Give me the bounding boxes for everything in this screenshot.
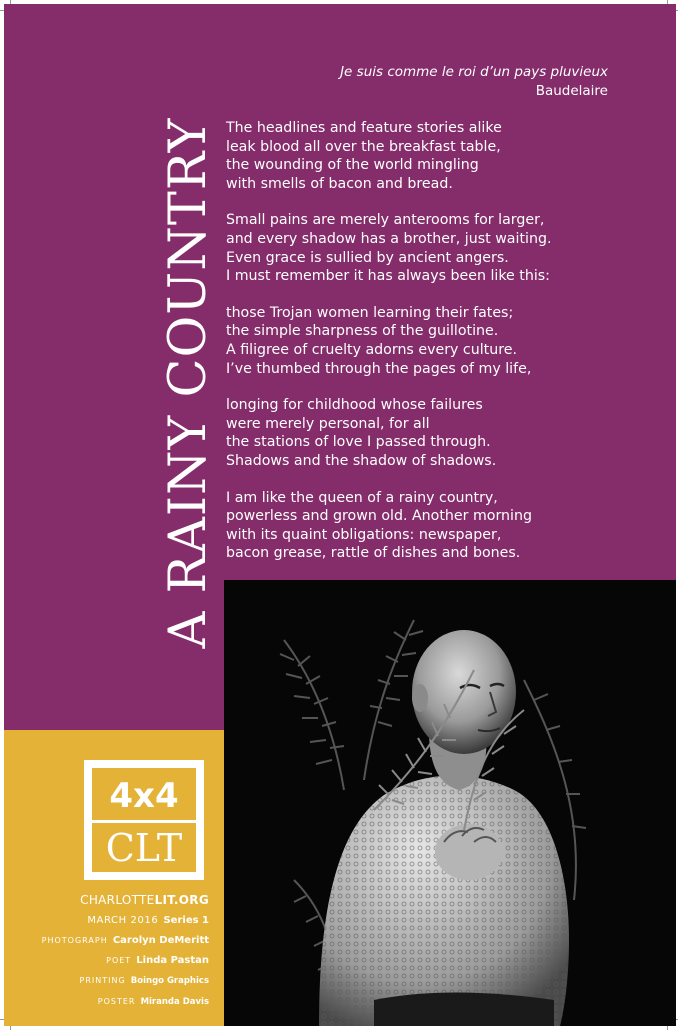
logo-bottom-text: CLT [105,826,183,870]
poem-line: longing for childhood whose failures [226,397,483,414]
4x4-clt-logo [84,760,204,880]
epigraph-quote: Je suis comme le roi d’un pays pluvieux [340,64,608,80]
poem-line: powerless and grown old. Another morning [226,508,532,525]
poet-name: Linda Pastan [136,955,209,966]
poster-name: Miranda Davis [140,997,209,1007]
poem-line: Even grace is sullied by ancient angers. [226,249,509,266]
poem-line: Small pains are merely anterooms for larger, [226,212,545,229]
logo-divider [92,820,196,823]
poet-credit [14,949,209,969]
stanza [226,119,646,193]
poem-line: with its quaint obligations: newspaper, [226,526,502,543]
epigraph-author: Baudelaire [535,83,608,99]
poem-line: The headlines and feature stories alike [226,120,502,136]
photo-illustration [224,580,676,1026]
poem-line: were merely personal, for all [226,415,430,432]
poster-title: A RAINY COUNTRY [159,117,218,649]
logo-top-text: 4x4 [109,776,179,816]
poem [226,119,646,581]
poem-line: the stations of love I passed through. [226,434,491,451]
site-bold: LIT.ORG [154,893,209,907]
poem-line: the wounding of the world mingling [226,157,479,174]
poem-line: and every shadow has a brother, just waiting. [226,230,552,247]
printing-credit [14,969,209,990]
poem-line: those Trojan women learning their fates; [226,304,514,321]
stanza [226,396,646,470]
poet-label: POET [106,956,132,965]
photograph-label: PHOTOGRAPH [41,936,108,945]
stanza [226,489,646,563]
poem-line: with smells of bacon and bread. [226,175,453,192]
photograph-name: Carolyn DeMeritt [112,935,209,946]
date-series [14,909,209,929]
photograph-credit [14,929,209,949]
poem-line: leak blood all over the breakfast table, [226,138,501,155]
site-prefix: CHARLOTTE [80,893,155,907]
epigraph [340,63,608,101]
woman-with-ferns-photo-icon [224,580,676,1026]
stanza [226,304,646,378]
poem-line: I’ve thumbed through the pages of my life, [226,360,532,377]
poem-line: bacon grease, rattle of dishes and bones. [226,545,521,562]
poem-line: Shadows and the shadow of shadows. [226,452,497,469]
poster-credit [14,990,209,1011]
poster-label: POSTER [97,997,136,1006]
poem-line: I must remember it has always been like this: [226,268,550,285]
stanza [226,211,646,285]
printing-label: PRINTING [79,976,126,985]
date: MARCH 2016 [87,915,159,926]
poem-line: the simple sharpness of the guillotine. [226,323,499,340]
series: Series 1 [163,915,209,926]
poem-line: I am like the queen of a rainy country, [226,489,498,506]
printing-name: Boingo Graphics [130,976,209,986]
website-link[interactable] [14,892,209,909]
credits [14,892,209,1011]
poem-line: A filigree of cruelty adorns every culture. [226,341,517,358]
